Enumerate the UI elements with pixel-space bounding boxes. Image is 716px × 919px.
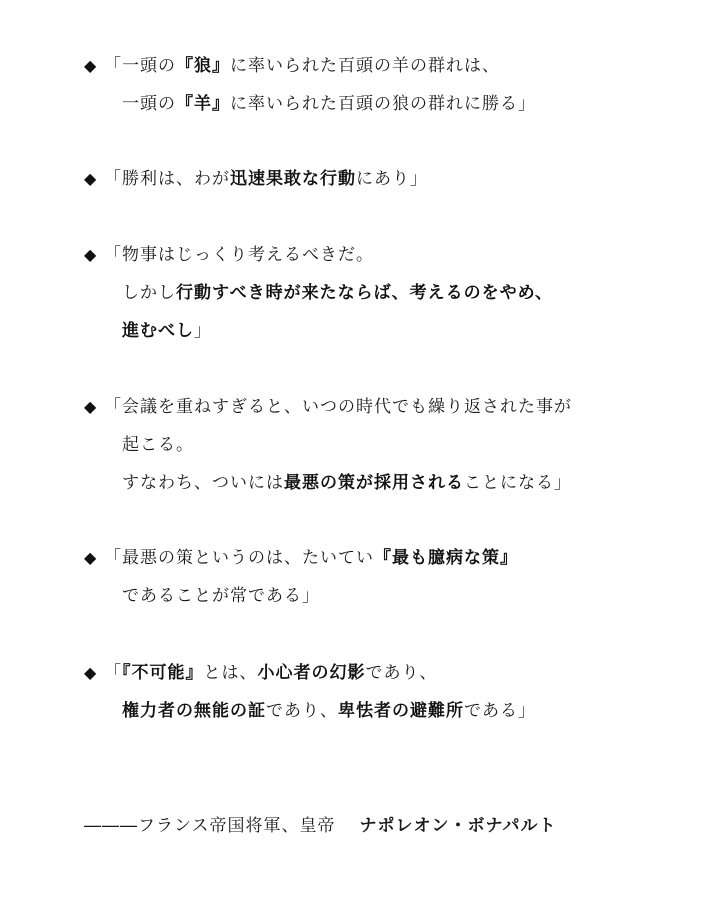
quote-block-6 [84,654,684,730]
diamond-bullet-icon: ◆ [84,548,98,567]
quote-line: ◆ 「一頭の『狼』に率いられた百頭の羊の群れは、 [84,47,684,85]
quote-block-3 [84,236,684,350]
emphasis: 『最も臆病な策』 [374,548,518,568]
quote-line: ◆ 「勝利は、わが迅速果敢な行動にあり」 [84,160,684,198]
attribution-name: ナポレオン・ボナパルト [359,816,557,836]
quote-line: 権力者の無能の証であり、卑怯者の避難所である」 [122,701,536,721]
quote-line: ◆ 「最悪の策というのは、たいてい『最も臆病な策』 [84,539,684,577]
quote-block-5 [84,539,684,615]
quote-block-4 [84,388,684,502]
emphasis: 迅速果敢な行動 [230,169,356,189]
quote-line: 一頭の『羊』に率いられた百頭の狼の群れに勝る」 [122,94,536,114]
emphasis: 卑怯者の避難所 [338,701,464,721]
emphasis: 『狼』 [176,56,230,76]
quote-line: ◆ 「会議を重ねすぎると、いつの時代でも繰り返された事が [84,388,684,426]
quote-block-1 [84,47,684,123]
quote-line: 起こる。 [122,435,194,455]
diamond-bullet-icon: ◆ [84,397,98,416]
quote-line: 進むべし」 [122,321,212,341]
diamond-bullet-icon: ◆ [84,169,98,188]
quote-line: であることが常である」 [122,586,320,606]
attribution [84,808,556,844]
quote-line: ◆ 「『不可能』とは、小心者の幻影であり、 [84,654,684,692]
attribution-title: ―――フランス帝国将軍、皇帝 [84,816,336,836]
quote-line: すなわち、ついには最悪の策が採用されることになる」 [122,473,572,493]
emphasis: 『不可能』 [122,663,204,683]
diamond-bullet-icon: ◆ [84,245,98,264]
emphasis: 小心者の幻影 [257,663,366,683]
emphasis: 行動すべき時が来たならば、考えるのをやめ、 [176,283,553,303]
emphasis: 権力者の無能の証 [122,701,266,721]
emphasis: 進むべし [122,321,194,341]
emphasis: 『羊』 [176,94,230,114]
diamond-bullet-icon: ◆ [84,56,98,75]
diamond-bullet-icon: ◆ [84,663,98,682]
quote-line: ◆ 「物事はじっくり考えるべきだ。 [84,236,684,274]
quote-line: しかし行動すべき時が来たならば、考えるのをやめ、 [122,283,553,303]
emphasis: 最悪の策が採用される [284,473,464,493]
quote-block-2 [84,160,684,198]
